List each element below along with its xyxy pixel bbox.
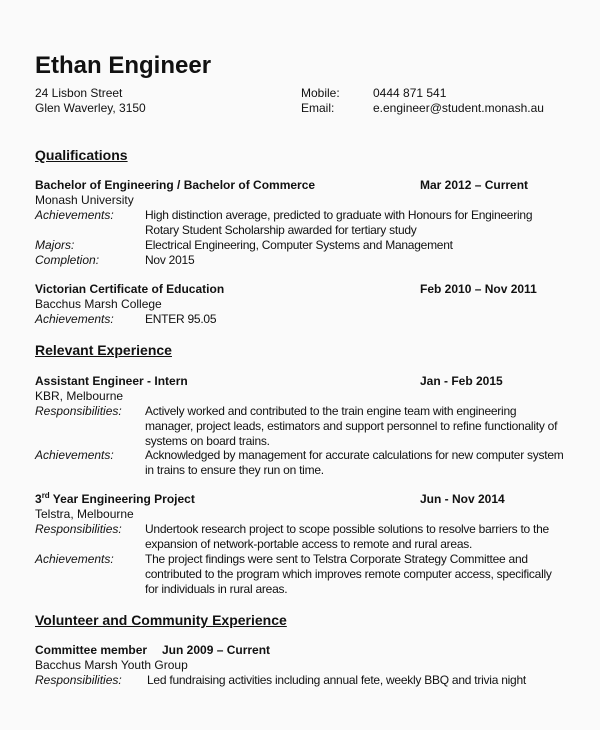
email-label: Email:	[301, 101, 335, 115]
vce-title: Victorian Certificate of Education	[35, 282, 225, 296]
degree-title-row	[35, 178, 595, 193]
achievements-label: Achievements:	[35, 208, 114, 222]
degree-majors-row	[35, 238, 595, 253]
achievement-text: ENTER 95.05	[145, 312, 217, 326]
achievement-text: for individuals in rural areas.	[145, 582, 288, 596]
degree-date: Mar 2012 – Current	[420, 178, 529, 192]
degree-title: Bachelor of Engineering / Bachelor of Commerce	[35, 178, 316, 192]
project-title-suffix: rd	[41, 491, 50, 500]
responsibilities-label: Responsibilities:	[35, 522, 122, 536]
project-title-row	[35, 492, 595, 507]
project-resp-row	[35, 522, 595, 537]
majors-label: Majors:	[35, 238, 75, 252]
achievement-text: The project findings were sent to Telstra Corporate Strategy Committee and	[145, 552, 528, 566]
intern-resp-row-2	[35, 419, 595, 434]
intern-title: Assistant Engineer - Intern	[35, 374, 188, 388]
responsibility-text: systems on board trains.	[145, 434, 270, 448]
intern-ach-row-2	[35, 463, 595, 478]
project-title-text: Year Engineering Project	[49, 492, 195, 506]
vce-title-row	[35, 282, 595, 297]
volunteer-title-row	[35, 643, 595, 658]
intern-resp-row	[35, 404, 595, 419]
intern-date: Jan - Feb 2015	[420, 374, 503, 388]
degree-institution: Monash University	[35, 193, 134, 207]
project-title	[35, 492, 195, 506]
vce-date: Feb 2010 – Nov 2011	[420, 282, 537, 296]
address-line-2: Glen Waverley, 3150	[35, 101, 146, 115]
volunteer-date: Jun 2009 – Current	[162, 643, 271, 657]
achievements-label: Achievements:	[35, 552, 114, 566]
mobile-label: Mobile:	[301, 86, 340, 100]
degree-achievements-row-2	[35, 223, 595, 238]
completion-text: Nov 2015	[145, 253, 195, 267]
candidate-name: Ethan Engineer	[35, 52, 212, 79]
mobile-value: 0444 871 541	[373, 86, 447, 100]
section-heading-qualifications: Qualifications	[35, 147, 128, 163]
volunteer-resp-row	[35, 673, 595, 688]
project-title-number: 3	[35, 492, 42, 506]
project-company: Telstra, Melbourne	[35, 507, 134, 521]
degree-completion-row	[35, 253, 595, 268]
intern-title-row	[35, 374, 595, 389]
responsibility-text: Led fundraising activities including annual fete, weekly BBQ and trivia night	[147, 673, 526, 687]
achievement-text: Rotary Student Scholarship awarded for tertiary study	[145, 223, 417, 237]
vce-institution: Bacchus Marsh College	[35, 297, 162, 311]
responsibility-text: expansion of network-portable access to remote and rural areas.	[145, 537, 473, 551]
volunteer-org: Bacchus Marsh Youth Group	[35, 658, 188, 672]
majors-text: Electrical Engineering, Computer Systems and Management	[145, 238, 453, 252]
responsibilities-label: Responsibilities:	[35, 404, 122, 418]
address-line-1: 24 Lisbon Street	[35, 86, 123, 100]
section-heading-experience: Relevant Experience	[35, 342, 172, 358]
achievements-label: Achievements:	[35, 448, 114, 462]
intern-ach-row	[35, 448, 595, 463]
project-date: Jun - Nov 2014	[420, 492, 505, 506]
achievement-text: contributed to the program which improves remote computer access, specifically	[145, 567, 552, 581]
responsibility-text: manager, project leads, estimators and support personnel to refine functionality of	[145, 419, 558, 433]
intern-company: KBR, Melbourne	[35, 389, 124, 403]
project-ach-row-2	[35, 567, 595, 582]
responsibilities-label: Responsibilities:	[35, 673, 122, 687]
intern-resp-row-3	[35, 434, 595, 449]
achievement-text: High distinction average, predicted to graduate with Honours for Engineering	[145, 208, 533, 222]
volunteer-title: Committee member	[35, 643, 148, 657]
vce-achievements-row	[35, 312, 595, 327]
degree-achievements-row	[35, 208, 595, 223]
responsibility-text: Undertook research project to scope possible solutions to resolve barriers to the	[145, 522, 549, 536]
responsibility-text: Actively worked and contributed to the train engine team with engineering	[145, 404, 517, 418]
achievement-text: in trains to ensure they run on time.	[145, 463, 324, 477]
achievements-label: Achievements:	[35, 312, 114, 326]
project-ach-row-3	[35, 582, 595, 597]
project-resp-row-2	[35, 537, 595, 552]
achievement-text: Acknowledged by management for accurate calculations for new computer system	[145, 448, 564, 462]
completion-label: Completion:	[35, 253, 100, 267]
section-heading-volunteer: Volunteer and Community Experience	[35, 612, 287, 628]
project-ach-row	[35, 552, 595, 567]
email-value: e.engineer@student.monash.au	[373, 101, 544, 115]
